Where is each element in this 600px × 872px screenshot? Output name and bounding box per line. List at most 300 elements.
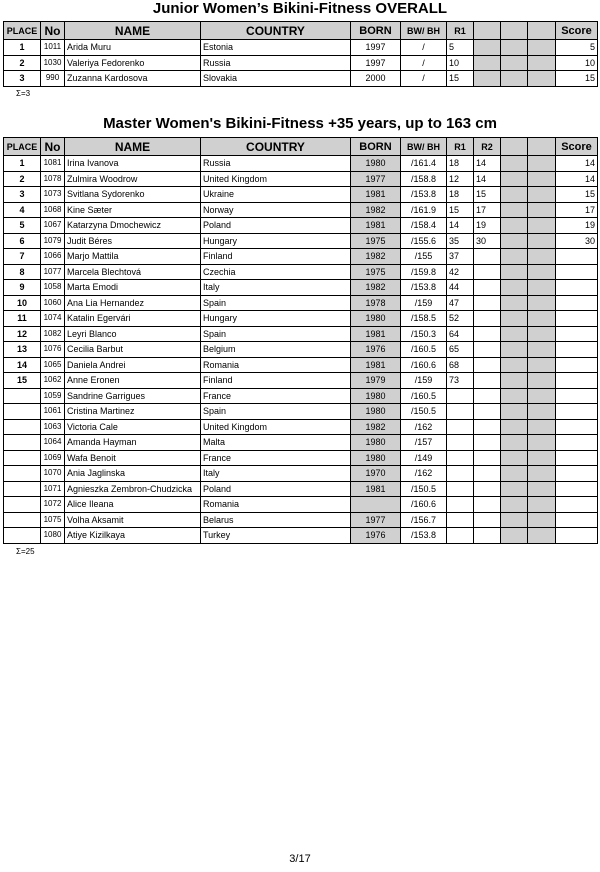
table-row (4, 326, 598, 342)
count-summary-junior: Σ=3 (16, 89, 31, 98)
cell-r3 (501, 450, 528, 466)
cell-r2 (474, 311, 501, 327)
cell-bw-bh: /160.5 (401, 342, 447, 358)
cell-number: 1075 (41, 512, 65, 528)
cell-country: Belarus (201, 512, 351, 528)
cell-number: 1079 (41, 233, 65, 249)
cell-bw-bh: /160.6 (401, 497, 447, 513)
cell-r3 (501, 233, 528, 249)
cell-place: 4 (4, 202, 41, 218)
cell-bw-bh: /157 (401, 435, 447, 451)
cell-country: Ukraine (201, 187, 351, 203)
cell-name: Svitlana Sydorenko (65, 187, 201, 203)
cell-name: Daniela Andrei (65, 357, 201, 373)
cell-born: 1981 (351, 357, 401, 373)
cell-score: 15 (556, 187, 598, 203)
cell-bw-bh: /153.8 (401, 528, 447, 544)
cell-number: 1082 (41, 326, 65, 342)
cell-r2 (474, 481, 501, 497)
cell-r4 (528, 280, 556, 296)
column-header-r3 (501, 138, 528, 156)
cell-score (556, 512, 598, 528)
cell-bw-bh: / (401, 40, 447, 56)
cell-r4 (528, 171, 556, 187)
cell-number: 1069 (41, 450, 65, 466)
cell-place: 1 (4, 40, 41, 56)
column-header-score: Score (556, 138, 598, 156)
column-header-score: Score (556, 22, 598, 40)
cell-r1 (447, 512, 474, 528)
cell-r2: 14 (474, 156, 501, 172)
cell-r4 (528, 481, 556, 497)
table-row (4, 497, 598, 513)
cell-r1 (447, 450, 474, 466)
cell-name: Valeriya Fedorenko (65, 55, 201, 71)
cell-r4 (528, 404, 556, 420)
cell-place (4, 404, 41, 420)
cell-country: Romania (201, 497, 351, 513)
cell-bw-bh: /150.3 (401, 326, 447, 342)
column-header-name: NAME (65, 138, 201, 156)
cell-r4 (528, 187, 556, 203)
cell-bw-bh: /162 (401, 466, 447, 482)
cell-name: Marcela Blechtová (65, 264, 201, 280)
cell-r3 (501, 280, 528, 296)
cell-place (4, 435, 41, 451)
cell-score: 17 (556, 202, 598, 218)
cell-r1 (447, 497, 474, 513)
cell-country: Hungary (201, 233, 351, 249)
results-table-master (3, 137, 598, 544)
table-row (4, 419, 598, 435)
cell-born: 1980 (351, 404, 401, 420)
cell-r4 (528, 218, 556, 234)
table-row (4, 249, 598, 265)
cell-r1: 73 (447, 373, 474, 389)
cell-place (4, 497, 41, 513)
cell-bw-bh: /156.7 (401, 512, 447, 528)
cell-score (556, 388, 598, 404)
cell-place: 14 (4, 357, 41, 373)
cell-r4 (528, 388, 556, 404)
table-row (4, 466, 598, 482)
cell-r2 (474, 71, 501, 87)
column-header-country: COUNTRY (201, 138, 351, 156)
cell-bw-bh: /159 (401, 373, 447, 389)
cell-r3 (501, 264, 528, 280)
cell-score (556, 280, 598, 296)
cell-country: Slovakia (201, 71, 351, 87)
cell-r1: 15 (447, 71, 474, 87)
cell-r4 (528, 156, 556, 172)
column-header-place: PLACE (4, 22, 41, 40)
cell-place (4, 528, 41, 544)
cell-score (556, 249, 598, 265)
table-row (4, 404, 598, 420)
cell-r2 (474, 419, 501, 435)
cell-r2 (474, 450, 501, 466)
cell-score (556, 357, 598, 373)
table-row (4, 512, 598, 528)
cell-score (556, 373, 598, 389)
cell-name: Victoria Cale (65, 419, 201, 435)
cell-country: Belgium (201, 342, 351, 358)
cell-r3 (501, 497, 528, 513)
cell-number: 1062 (41, 373, 65, 389)
column-header-r1: R1 (447, 22, 474, 40)
column-header-number: No (41, 138, 65, 156)
cell-bw-bh: /161.4 (401, 156, 447, 172)
cell-r4 (528, 466, 556, 482)
cell-country: France (201, 450, 351, 466)
cell-r2 (474, 342, 501, 358)
cell-r4 (528, 295, 556, 311)
cell-name: Kine Sæter (65, 202, 201, 218)
cell-country: France (201, 388, 351, 404)
cell-r3 (501, 202, 528, 218)
cell-name: Zuzanna Kardosova (65, 71, 201, 87)
cell-country: Italy (201, 466, 351, 482)
cell-country: Spain (201, 326, 351, 342)
cell-r1: 42 (447, 264, 474, 280)
cell-born: 1970 (351, 466, 401, 482)
cell-number: 1078 (41, 171, 65, 187)
cell-place: 8 (4, 264, 41, 280)
column-header-born: BORN (351, 138, 401, 156)
cell-r2: 19 (474, 218, 501, 234)
cell-r1 (447, 388, 474, 404)
cell-r4 (528, 40, 556, 56)
cell-number: 1060 (41, 295, 65, 311)
cell-r3 (501, 249, 528, 265)
cell-r1: 18 (447, 187, 474, 203)
cell-born: 1976 (351, 528, 401, 544)
cell-score: 14 (556, 156, 598, 172)
cell-r2: 17 (474, 202, 501, 218)
cell-born: 1980 (351, 311, 401, 327)
cell-number: 1077 (41, 264, 65, 280)
cell-name: Marjo Mattila (65, 249, 201, 265)
cell-bw-bh: /153.8 (401, 187, 447, 203)
table-row (4, 156, 598, 172)
cell-score (556, 404, 598, 420)
cell-r4 (528, 233, 556, 249)
cell-r1: 12 (447, 171, 474, 187)
cell-place: 6 (4, 233, 41, 249)
cell-country: United Kingdom (201, 419, 351, 435)
cell-r3 (501, 481, 528, 497)
cell-born: 1997 (351, 40, 401, 56)
cell-r4 (528, 450, 556, 466)
cell-score: 5 (556, 40, 598, 56)
column-header-r1: R1 (447, 138, 474, 156)
cell-score: 30 (556, 233, 598, 249)
column-header-born: BORN (351, 22, 401, 40)
cell-bw-bh: /158.8 (401, 171, 447, 187)
cell-number: 1064 (41, 435, 65, 451)
cell-country: Poland (201, 481, 351, 497)
cell-place: 10 (4, 295, 41, 311)
cell-r3 (501, 435, 528, 451)
cell-country: Spain (201, 404, 351, 420)
cell-country: Estonia (201, 40, 351, 56)
cell-number: 1063 (41, 419, 65, 435)
cell-bw-bh: /153.8 (401, 280, 447, 296)
cell-place (4, 450, 41, 466)
cell-score (556, 497, 598, 513)
cell-name: Katalin Egervári (65, 311, 201, 327)
count-summary-master: Σ=25 (16, 547, 35, 556)
cell-r2 (474, 326, 501, 342)
cell-born: 1982 (351, 202, 401, 218)
cell-r1: 52 (447, 311, 474, 327)
cell-born (351, 497, 401, 513)
cell-born: 1975 (351, 233, 401, 249)
cell-bw-bh: /160.6 (401, 357, 447, 373)
cell-r3 (501, 342, 528, 358)
cell-r1: 44 (447, 280, 474, 296)
table-row (4, 218, 598, 234)
page-number: 3/17 (289, 853, 311, 865)
cell-country: Italy (201, 280, 351, 296)
table-row (4, 435, 598, 451)
cell-number: 1076 (41, 342, 65, 358)
cell-name: Irina Ivanova (65, 156, 201, 172)
cell-number: 1067 (41, 218, 65, 234)
cell-r3 (501, 388, 528, 404)
cell-number: 1071 (41, 481, 65, 497)
cell-r1: 5 (447, 40, 474, 56)
cell-bw-bh: / (401, 55, 447, 71)
cell-born: 1997 (351, 55, 401, 71)
table-row (4, 311, 598, 327)
cell-place (4, 419, 41, 435)
cell-r3 (501, 295, 528, 311)
cell-born: 1981 (351, 481, 401, 497)
cell-place: 3 (4, 187, 41, 203)
cell-bw-bh: /155 (401, 249, 447, 265)
cell-country: Romania (201, 357, 351, 373)
cell-r2 (474, 512, 501, 528)
cell-place: 3 (4, 71, 41, 87)
cell-bw-bh: /160.5 (401, 388, 447, 404)
table-row (4, 388, 598, 404)
cell-place (4, 388, 41, 404)
cell-r2: 30 (474, 233, 501, 249)
cell-number: 1061 (41, 404, 65, 420)
cell-score (556, 419, 598, 435)
cell-name: Cecilia Barbut (65, 342, 201, 358)
cell-score (556, 342, 598, 358)
cell-name: Ania Jaglinska (65, 466, 201, 482)
cell-r2 (474, 249, 501, 265)
cell-country: Malta (201, 435, 351, 451)
cell-born: 1975 (351, 264, 401, 280)
cell-r1: 64 (447, 326, 474, 342)
cell-r1 (447, 466, 474, 482)
table-row (4, 373, 598, 389)
column-header-r2 (474, 22, 501, 40)
cell-r2 (474, 357, 501, 373)
cell-born: 1981 (351, 218, 401, 234)
cell-name: Leyri Blanco (65, 326, 201, 342)
cell-score: 14 (556, 171, 598, 187)
cell-born: 1977 (351, 171, 401, 187)
cell-name: Arida Muru (65, 40, 201, 56)
cell-name: Judit Béres (65, 233, 201, 249)
cell-r3 (501, 528, 528, 544)
cell-bw-bh: /149 (401, 450, 447, 466)
cell-r1: 68 (447, 357, 474, 373)
cell-born: 1978 (351, 295, 401, 311)
cell-r4 (528, 497, 556, 513)
cell-score: 15 (556, 71, 598, 87)
table-row (4, 55, 598, 71)
column-header-r3 (501, 22, 528, 40)
section-title-master: Master Women's Bikini-Fitness +35 years, up to 163 cm (103, 115, 497, 132)
cell-born: 1982 (351, 419, 401, 435)
cell-r3 (501, 357, 528, 373)
cell-bw-bh: /159 (401, 295, 447, 311)
cell-r4 (528, 435, 556, 451)
cell-place: 11 (4, 311, 41, 327)
cell-r4 (528, 528, 556, 544)
cell-name: Alice Ileana (65, 497, 201, 513)
table-row (4, 481, 598, 497)
cell-r4 (528, 357, 556, 373)
table-row (4, 171, 598, 187)
table-row (4, 40, 598, 56)
cell-r4 (528, 71, 556, 87)
cell-r2 (474, 404, 501, 420)
cell-bw-bh: /161.9 (401, 202, 447, 218)
cell-r3 (501, 40, 528, 56)
cell-score (556, 466, 598, 482)
cell-place (4, 481, 41, 497)
cell-place: 12 (4, 326, 41, 342)
table-header-row (4, 138, 598, 156)
cell-name: Zulmira Woodrow (65, 171, 201, 187)
cell-r2 (474, 497, 501, 513)
cell-place: 9 (4, 280, 41, 296)
cell-born: 1976 (351, 342, 401, 358)
cell-r3 (501, 512, 528, 528)
cell-r2 (474, 40, 501, 56)
cell-born: 1979 (351, 373, 401, 389)
cell-bw-bh: /150.5 (401, 481, 447, 497)
table-row (4, 71, 598, 87)
table-row (4, 202, 598, 218)
cell-r4 (528, 419, 556, 435)
cell-r2 (474, 435, 501, 451)
cell-country: Poland (201, 218, 351, 234)
cell-place: 2 (4, 171, 41, 187)
cell-number: 1059 (41, 388, 65, 404)
cell-bw-bh: / (401, 71, 447, 87)
cell-score: 10 (556, 55, 598, 71)
cell-number: 1072 (41, 497, 65, 513)
cell-r4 (528, 326, 556, 342)
cell-country: Spain (201, 295, 351, 311)
cell-place: 15 (4, 373, 41, 389)
column-header-r4 (528, 138, 556, 156)
cell-born: 1981 (351, 326, 401, 342)
column-header-name: NAME (65, 22, 201, 40)
column-header-r4 (528, 22, 556, 40)
cell-born: 1980 (351, 435, 401, 451)
cell-place (4, 466, 41, 482)
cell-born: 2000 (351, 71, 401, 87)
cell-country: Russia (201, 156, 351, 172)
cell-born: 1980 (351, 156, 401, 172)
cell-r2: 14 (474, 171, 501, 187)
cell-r2 (474, 295, 501, 311)
cell-born: 1980 (351, 450, 401, 466)
cell-number: 1070 (41, 466, 65, 482)
cell-place: 1 (4, 156, 41, 172)
table-header-row (4, 22, 598, 40)
cell-name: Cristina Martinez (65, 404, 201, 420)
cell-number: 1066 (41, 249, 65, 265)
cell-r3 (501, 419, 528, 435)
cell-r4 (528, 373, 556, 389)
cell-born: 1982 (351, 249, 401, 265)
cell-r4 (528, 342, 556, 358)
cell-r1 (447, 404, 474, 420)
cell-r2 (474, 388, 501, 404)
cell-score (556, 295, 598, 311)
cell-r3 (501, 156, 528, 172)
cell-r1: 37 (447, 249, 474, 265)
cell-bw-bh: /155.6 (401, 233, 447, 249)
cell-born: 1977 (351, 512, 401, 528)
cell-score (556, 528, 598, 544)
cell-bw-bh: /150.5 (401, 404, 447, 420)
cell-r2 (474, 55, 501, 71)
cell-number: 1080 (41, 528, 65, 544)
table-row (4, 295, 598, 311)
cell-number: 1081 (41, 156, 65, 172)
cell-score (556, 311, 598, 327)
cell-r3 (501, 171, 528, 187)
cell-number: 1011 (41, 40, 65, 56)
cell-r2 (474, 280, 501, 296)
cell-r4 (528, 202, 556, 218)
cell-bw-bh: /162 (401, 419, 447, 435)
cell-r3 (501, 311, 528, 327)
cell-r1: 65 (447, 342, 474, 358)
column-header-bw-bh: BW/ BH (401, 22, 447, 40)
cell-number: 1073 (41, 187, 65, 203)
column-header-country: COUNTRY (201, 22, 351, 40)
cell-bw-bh: /159.8 (401, 264, 447, 280)
cell-number: 1058 (41, 280, 65, 296)
cell-r2: 15 (474, 187, 501, 203)
cell-score (556, 264, 598, 280)
table-row (4, 528, 598, 544)
cell-country: Norway (201, 202, 351, 218)
cell-country: United Kingdom (201, 171, 351, 187)
cell-r3 (501, 218, 528, 234)
cell-name: Sandrine Garrigues (65, 388, 201, 404)
cell-r3 (501, 55, 528, 71)
cell-place: 5 (4, 218, 41, 234)
cell-r1: 10 (447, 55, 474, 71)
cell-r4 (528, 512, 556, 528)
cell-country: Hungary (201, 311, 351, 327)
cell-name: Amanda Hayman (65, 435, 201, 451)
cell-name: Atiye Kizilkaya (65, 528, 201, 544)
